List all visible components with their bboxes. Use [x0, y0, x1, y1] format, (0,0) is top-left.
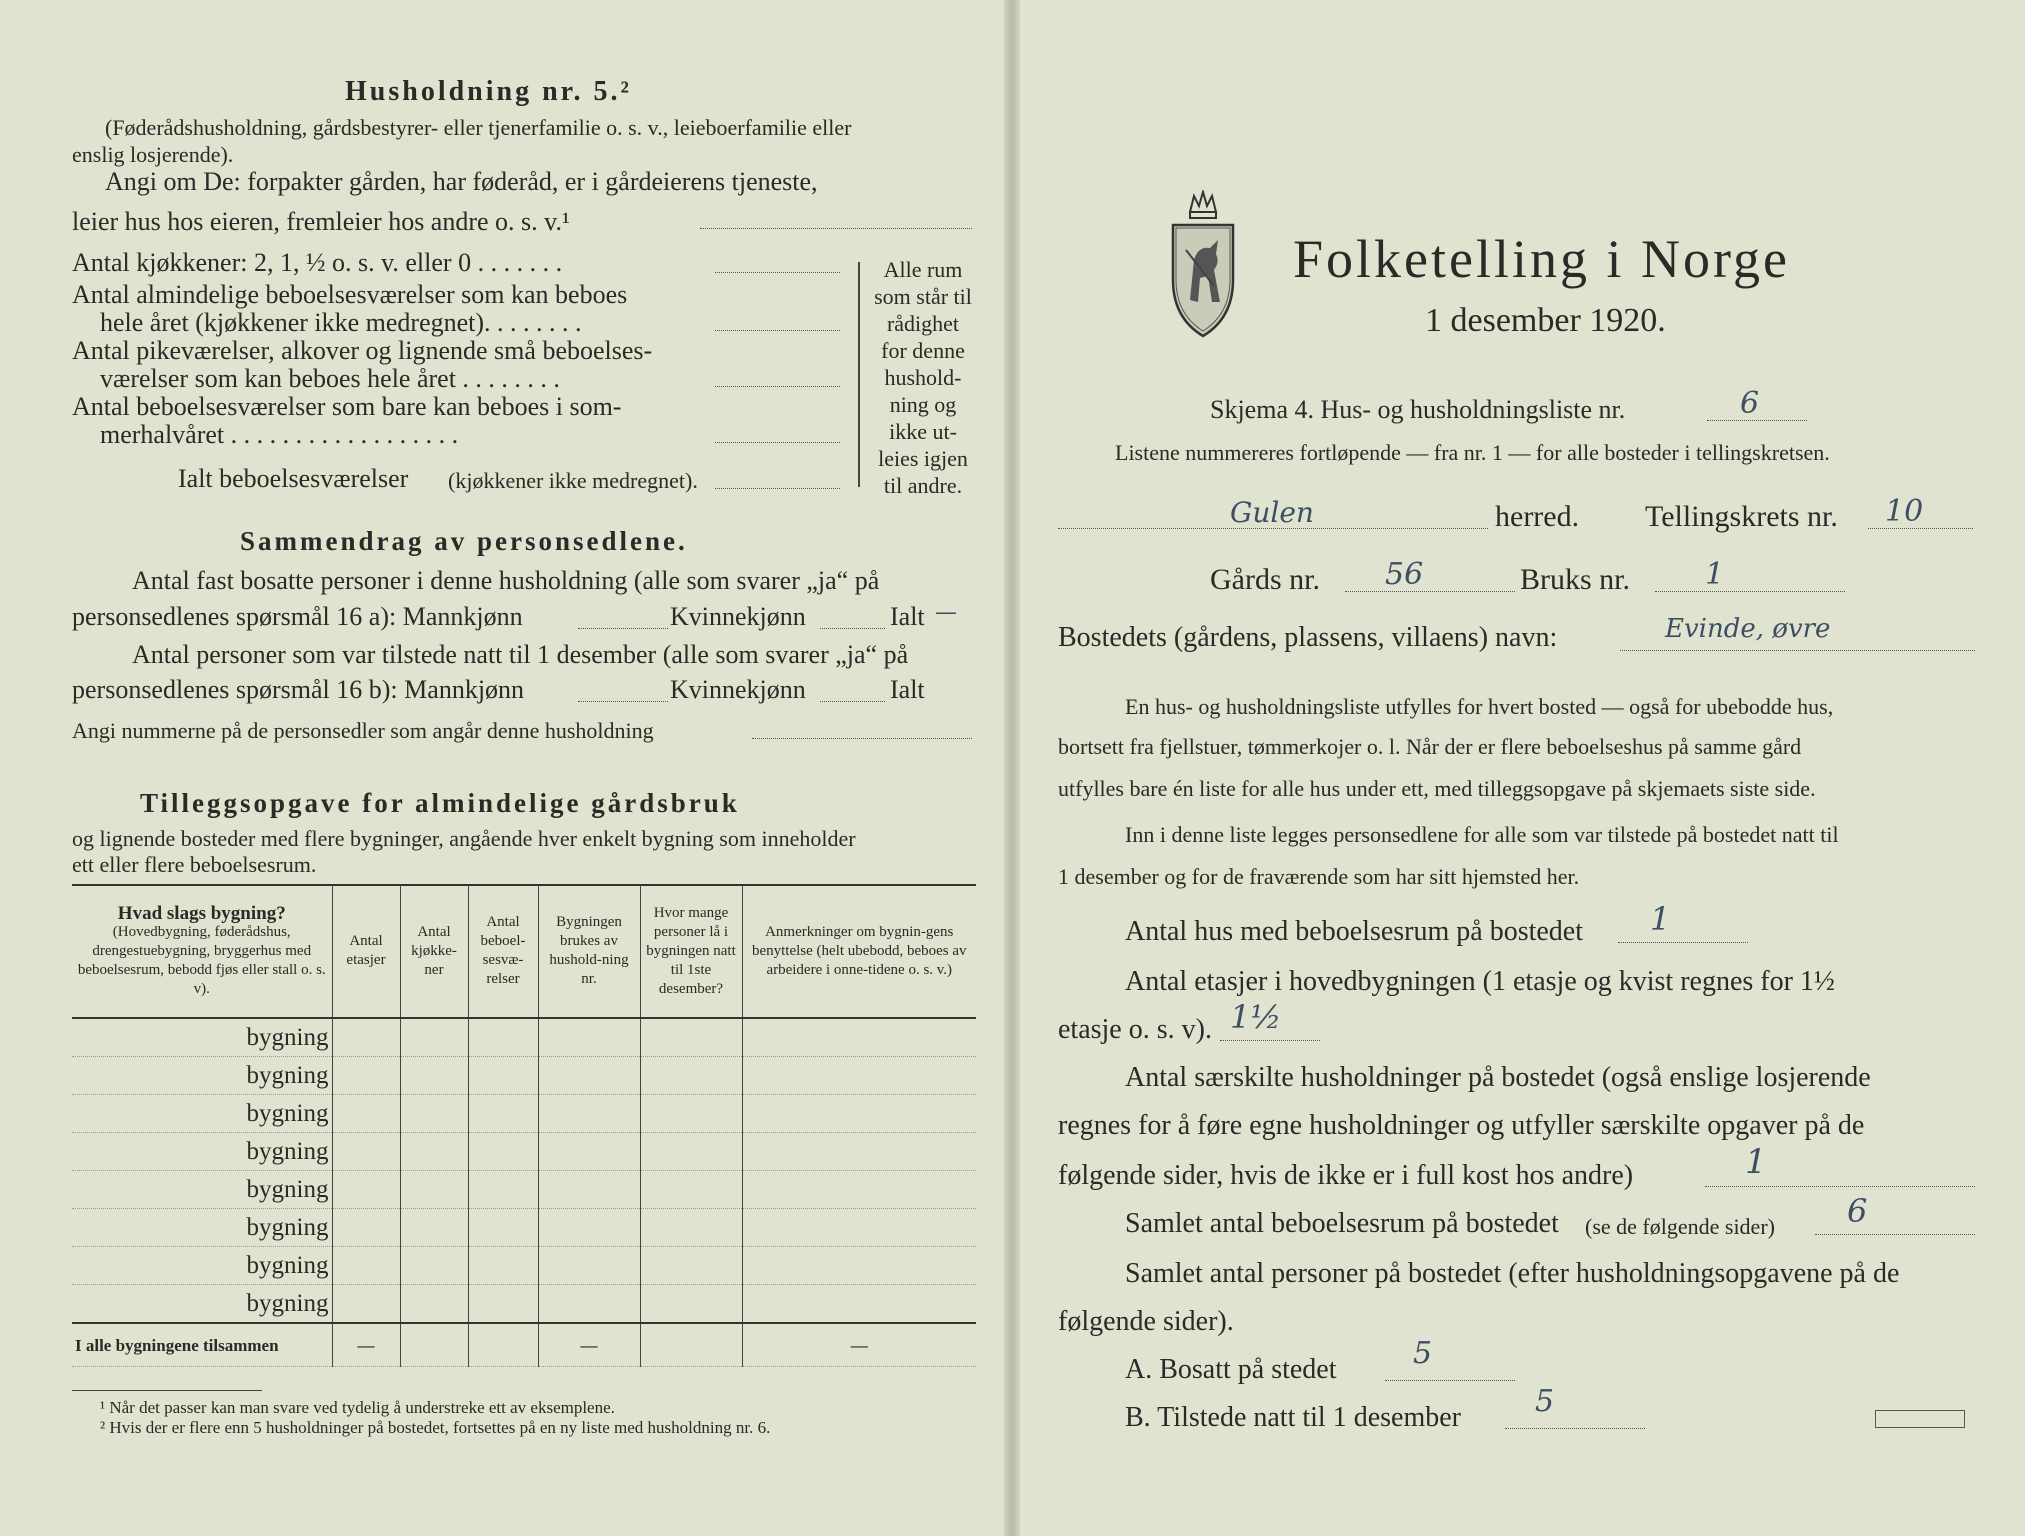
rooms-line-4: Antal pikeværelser, alkover og lignende små beboelses- [72, 336, 653, 365]
total-household: — [538, 1323, 640, 1367]
cell-persons[interactable] [640, 1095, 742, 1133]
kvinne-b-field[interactable] [820, 701, 885, 702]
bruks-label: Bruks nr. [1520, 563, 1631, 596]
cell-remarks[interactable] [742, 1057, 976, 1095]
herred-label: herred. [1495, 500, 1580, 533]
summary-line-2: Antal personer som var tilstede natt til 1 desember (alle som svarer „ja“ på [132, 640, 909, 669]
footnote-rule [72, 1390, 262, 1391]
total-label: I alle bygningene tilsammen [72, 1323, 332, 1367]
row-label: bygning [72, 1247, 332, 1285]
cell-rooms[interactable] [468, 1285, 538, 1324]
kvinne-a-field[interactable] [820, 628, 885, 629]
cell-persons[interactable] [640, 1057, 742, 1095]
cell-rooms[interactable] [468, 1057, 538, 1095]
cell-remarks[interactable] [742, 1247, 976, 1285]
summary-ialt-b: Ialt [890, 675, 925, 704]
table-header-row [72, 885, 976, 1018]
cell-kitchens[interactable] [400, 1057, 468, 1095]
cell-household[interactable] [538, 1247, 640, 1285]
table-row [72, 1209, 976, 1247]
cell-kitchens[interactable] [400, 1247, 468, 1285]
col-building-type [72, 885, 332, 1018]
left-page [0, 0, 1010, 1536]
q-rum-value: 6 [1847, 1192, 1868, 1230]
bostedets-field[interactable] [1620, 650, 1975, 651]
instruction-2: bortsett fra fjellstuer, tømmerkojer o. l. Når der er flere beboelseshus på samme gård [1058, 734, 1802, 759]
col-rooms: Antal beboel-sesvæ-relser [468, 885, 538, 1018]
cell-household[interactable] [538, 1133, 640, 1171]
col-remarks: Anmerkninger om bygnin-gens benyttelse (helt ubebodd, beboes av arbeidere i onne-tidene o. s. v.) [742, 885, 976, 1018]
row-label: bygning [72, 1285, 332, 1324]
right-page [1015, 0, 2025, 1536]
total-kitchens [400, 1323, 468, 1367]
q-etasjer-value: 1½ [1230, 998, 1282, 1036]
summary-mann-b: personsedlenes spørsmål 16 b): Mannkjønn [72, 675, 525, 704]
total-persons [640, 1323, 742, 1367]
cell-rooms[interactable] [468, 1095, 538, 1133]
row-label: bygning [72, 1209, 332, 1247]
tilstede-value: 5 [1535, 1384, 1555, 1419]
instruction-5: 1 desember og for de fraværende som har sitt hjemsted her. [1058, 864, 1580, 889]
q-hush-line-1: Antal særskilte husholdninger på bostedet (også enslige losjerende [1125, 1062, 1871, 1093]
rooms-line-6: Antal beboelsesværelser som bare kan beboes i som- [72, 392, 622, 421]
bostedets-label: Bostedets (gårdens, plassens, villaens) navn: [1058, 622, 1558, 653]
side-note-brace [858, 262, 860, 487]
herred-value: Gulen [1230, 496, 1314, 529]
row-label: bygning [72, 1133, 332, 1171]
rooms-line-1: Antal kjøkkener: 2, 1, ½ o. s. v. eller 0 . . . . . . . [72, 248, 563, 277]
gards-label: Gårds nr. [1210, 563, 1320, 596]
tellingskrets-value: 10 [1885, 494, 1924, 529]
q-etasjer-field[interactable] [1220, 1040, 1320, 1041]
table-row [72, 1095, 976, 1133]
cell-kitchens[interactable] [400, 1095, 468, 1133]
total-rooms-field[interactable] [715, 488, 840, 489]
bosatt-field[interactable] [1385, 1380, 1515, 1381]
skjema-label: Skjema 4. Hus- og husholdningsliste nr. [1210, 395, 1626, 424]
buildings-table [72, 885, 976, 1367]
row-label: bygning [72, 1057, 332, 1095]
cell-kitchens[interactable] [400, 1285, 468, 1324]
rooms-line-7: merhalvåret . . . . . . . . . . . . . . . . . . [100, 420, 459, 449]
row-label: bygning [72, 1018, 332, 1057]
table-row [72, 1247, 976, 1285]
table-row [72, 1133, 976, 1171]
summer-rooms-field[interactable] [715, 442, 840, 443]
household-title: Husholdning nr. 5.² [345, 76, 632, 107]
cell-rooms[interactable] [468, 1209, 538, 1247]
bosatt-label: A. Bosatt på stedet [1125, 1354, 1337, 1385]
cell-remarks[interactable] [742, 1171, 976, 1209]
summary-mann-a: personsedlenes spørsmål 16 a): Mannkjønn [72, 602, 523, 631]
angi-answer-line[interactable] [700, 228, 972, 229]
skjema-nr-value: 6 [1740, 386, 1760, 421]
cell-persons[interactable] [640, 1247, 742, 1285]
total-rooms [468, 1323, 538, 1367]
cell-kitchens[interactable] [400, 1171, 468, 1209]
household-intro-1: (Føderådshusholdning, gårdsbestyrer- eller tjenerfamilie o. s. v., leieboerfamilie eller [105, 115, 852, 140]
col-floors: Antal etasjer [332, 885, 400, 1018]
cell-remarks[interactable] [742, 1209, 976, 1247]
table-row [72, 1285, 976, 1324]
side-note-line-7: ikke ut- [889, 419, 957, 444]
census-date: 1 desember 1920. [1425, 302, 1666, 339]
small-rooms-field[interactable] [715, 386, 840, 387]
cell-household[interactable] [538, 1209, 640, 1247]
gards-value: 56 [1385, 557, 1424, 592]
footnote-1: ¹ Når det passer kan man svare ved tydelig å understreke ett av eksemplene. [100, 1398, 615, 1417]
row-label: bygning [72, 1095, 332, 1133]
cell-household[interactable] [538, 1018, 640, 1057]
tellingskrets-label: Tellingskrets nr. [1645, 500, 1838, 533]
cell-floors[interactable] [332, 1095, 400, 1133]
q-rum-label: Samlet antal beboelsesrum på bostedet [1125, 1208, 1559, 1239]
col-building-type-title: Hvad slags bygning? [117, 902, 286, 924]
side-note-line-3: rådighet [886, 311, 960, 336]
q-hush-value: 1 [1745, 1142, 1767, 1182]
angi-numre: Angi nummerne på de personsedler som angår denne husholdning [72, 718, 654, 743]
instruction-3: utfylles bare én liste for alle hus under ett, med tilleggsopgave på skjemaets siste side. [1058, 776, 1816, 801]
cell-kitchens[interactable] [400, 1018, 468, 1057]
table-row [72, 1057, 976, 1095]
cell-persons[interactable] [640, 1209, 742, 1247]
printer-stamp [1875, 1410, 1965, 1428]
norway-coat-of-arms-icon [1168, 190, 1238, 340]
tilstede-label: B. Tilstede natt til 1 desember [1125, 1402, 1461, 1433]
cell-floors[interactable] [332, 1171, 400, 1209]
side-note-line-5: hushold- [884, 365, 962, 390]
summary-kvinne-b: Kvinnekjønn [670, 675, 806, 704]
cell-floors[interactable] [332, 1018, 400, 1057]
tilstede-field[interactable] [1505, 1428, 1645, 1429]
side-note-line-1: Alle rum [883, 257, 963, 282]
footnote-2: ² Hvis der er flere enn 5 husholdninger på bostedet, fortsettes på en ny liste med husholdning nr. 6. [100, 1418, 771, 1437]
cell-persons[interactable] [640, 1133, 742, 1171]
bruks-field[interactable] [1655, 591, 1845, 592]
ialt-rooms-note: (kjøkkener ikke medregnet). [448, 468, 698, 493]
q-etasjer-label: Antal etasjer i hovedbygningen (1 etasje og kvist regnes for 1½ [1125, 966, 1835, 997]
mann-a-field[interactable] [578, 628, 668, 629]
bosatt-value: 5 [1413, 1336, 1433, 1371]
cell-remarks[interactable] [742, 1095, 976, 1133]
cell-household[interactable] [538, 1095, 640, 1133]
cell-household[interactable] [538, 1171, 640, 1209]
q-rum-note: (se de følgende sider) [1585, 1214, 1775, 1239]
col-persons: Hvor mange personer lå i bygningen natt til 1ste desember? [640, 885, 742, 1018]
supplement-title: Tilleggsopgave for almindelige gårdsbruk [140, 788, 740, 818]
side-note-line-9: til andre. [883, 473, 963, 498]
cell-rooms[interactable] [468, 1133, 538, 1171]
gards-field[interactable] [1345, 591, 1515, 592]
cell-floors[interactable] [332, 1247, 400, 1285]
cell-kitchens[interactable] [400, 1209, 468, 1247]
summary-title: Sammendrag av personsedlene. [240, 526, 688, 556]
cell-floors[interactable] [332, 1209, 400, 1247]
kitchens-field[interactable] [715, 272, 840, 273]
cell-floors[interactable] [332, 1133, 400, 1171]
cell-rooms[interactable] [468, 1247, 538, 1285]
cell-rooms[interactable] [468, 1171, 538, 1209]
cell-remarks[interactable] [742, 1133, 976, 1171]
q-hus-label: Antal hus med beboelsesrum på bostedet [1125, 916, 1584, 947]
side-note-line-8: leies igjen [878, 446, 968, 471]
bostedets-value: Evinde, øvre [1665, 614, 1831, 644]
cell-household[interactable] [538, 1057, 640, 1095]
total-floors: — [332, 1323, 400, 1367]
cell-rooms[interactable] [468, 1018, 538, 1057]
cell-remarks[interactable] [742, 1285, 976, 1324]
q-hush-line-3: følgende sider, hvis de ikke er i full kost hos andre) [1058, 1160, 1634, 1191]
table-total-row [72, 1323, 976, 1367]
q-hus-value: 1 [1650, 900, 1671, 938]
rooms-line-3: hele året (kjøkkener ikke medregnet). . . . . . . . [100, 308, 582, 337]
supplement-text-2: ett eller flere beboelsesrum. [72, 852, 317, 877]
col-building-type-desc: (Hovedbygning, føderådshus, drengestuebygning, bryggerhus med beboelsesrum, bebodd fjøs eller stall o. s. v). [77, 923, 326, 997]
q-pers-line-2: følgende sider). [1058, 1306, 1234, 1337]
q-hush-field[interactable] [1705, 1186, 1975, 1187]
cell-floors[interactable] [332, 1285, 400, 1324]
mann-b-field[interactable] [578, 701, 668, 702]
table-row [72, 1171, 976, 1209]
supplement-text-1: og lignende bosteder med flere bygninger, angående hver enkelt bygning som inneholder [72, 826, 856, 851]
summary-kvinne-a: Kvinnekjønn [670, 602, 806, 631]
main-title: Folketelling i Norge [1293, 229, 1790, 289]
q-etasjer-label-2: etasje o. s. v). [1058, 1014, 1212, 1045]
cell-persons[interactable] [640, 1285, 742, 1324]
ialt-rooms-label: Ialt beboelsesværelser [178, 464, 409, 493]
side-note-line-2: som står til [874, 284, 972, 309]
rooms-yearround-field[interactable] [715, 330, 840, 331]
rooms-line-2: Antal almindelige beboelsesværelser som kan beboes [72, 280, 628, 309]
side-note-line-4: for denne [881, 338, 965, 363]
side-note-line-6: ning og [889, 392, 957, 417]
cell-kitchens[interactable] [400, 1133, 468, 1171]
cell-persons[interactable] [640, 1171, 742, 1209]
numre-field[interactable] [752, 738, 972, 739]
angi-line-2: leier hus hos eieren, fremleier hos andre o. s. v.¹ [72, 207, 570, 236]
col-kitchens: Antal kjøkke-ner [400, 885, 468, 1018]
ialt-a-dash: — [935, 600, 957, 625]
summary-ialt-a: Ialt [890, 602, 925, 631]
table-row [72, 1018, 976, 1057]
cell-floors[interactable] [332, 1057, 400, 1095]
cell-remarks[interactable] [742, 1018, 976, 1057]
total-remarks: — [742, 1323, 976, 1367]
cell-persons[interactable] [640, 1018, 742, 1057]
q-hus-field[interactable] [1618, 942, 1748, 943]
bruks-value: 1 [1705, 557, 1725, 592]
q-pers-line-1: Samlet antal personer på bostedet (efter husholdningsopgavene på de [1125, 1258, 1900, 1289]
row-label: bygning [72, 1171, 332, 1209]
col-household-nr: Bygningen brukes av hushold-ning nr. [538, 885, 640, 1018]
cell-household[interactable] [538, 1285, 640, 1324]
instruction-1: En hus- og husholdningsliste utfylles for hvert bosted — også for ubebodde hus, [1125, 694, 1834, 719]
household-intro-2: enslig losjerende). [72, 142, 234, 167]
q-hush-line-2: regnes for å føre egne husholdninger og utfyller særskilte opgaver på de [1058, 1110, 1865, 1141]
side-note [862, 256, 984, 499]
summary-line-1: Antal fast bosatte personer i denne husholdning (alle som svarer „ja“ på [132, 566, 880, 595]
listene-note: Listene nummereres fortløpende — fra nr. 1 — for alle bosteder i tellingskretsen. [1115, 440, 1830, 465]
q-rum-field[interactable] [1815, 1234, 1975, 1235]
angi-line-1: Angi om De: forpakter gården, har føderåd, er i gårdeierens tjeneste, [105, 167, 818, 196]
instruction-4: Inn i denne liste legges personsedlene for alle som var tilstede på bostedet natt til [1125, 822, 1839, 847]
rooms-line-5: værelser som kan beboes hele året . . . . . . . . [100, 364, 560, 393]
